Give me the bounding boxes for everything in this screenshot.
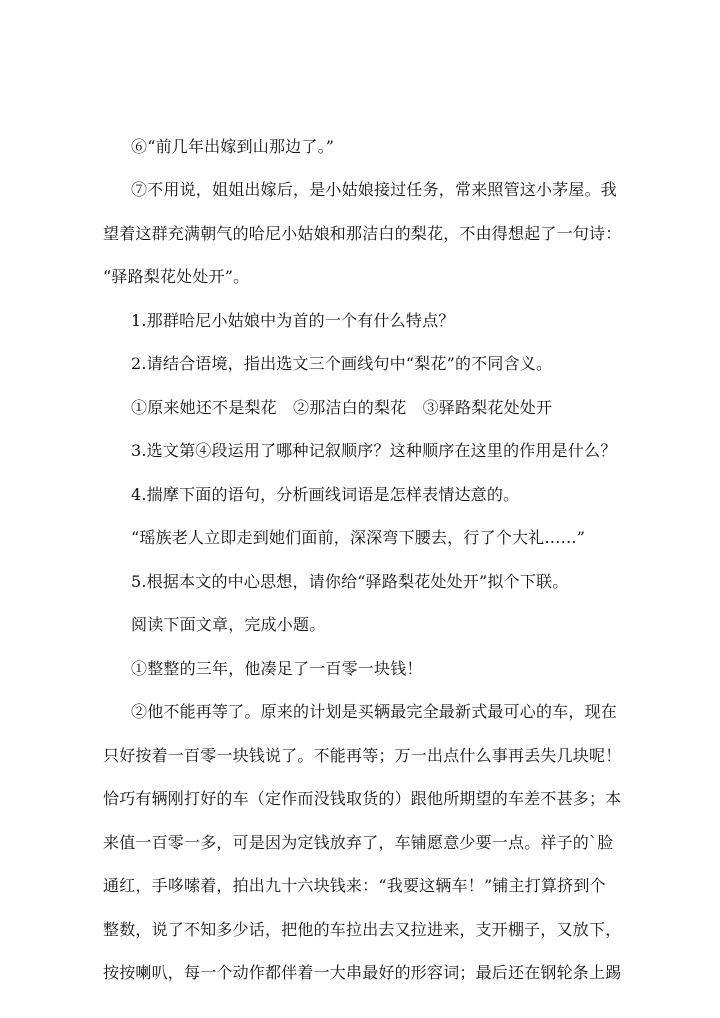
question-3: 3.选文第④段运用了哪种记叙顺序？这种顺序在这里的作用是什么？ — [131, 441, 617, 460]
paragraph-7-line-2: 望着这群充满朝气的哈尼小姑娘和那洁白的梨花，不由得想起了一句诗： — [103, 224, 622, 243]
passage-2-paragraph-2-line-2: 只好按着一百零一块钱说了。不能再等；万一出点什么事再丢失几块呢！ — [103, 746, 622, 765]
paragraph-7-line-3: “驿路梨花处处开”。 — [103, 267, 250, 286]
paragraph-6-line-1: ⑥“前几年出嫁到山那边了。” — [131, 137, 335, 156]
question-2: 2.请结合语境，指出选文三个画线句中“梨花”的不同含义。 — [131, 354, 553, 373]
reading-instruction: 阅读下面文章，完成小题。 — [131, 615, 326, 634]
question-1: 1.那群哈尼小姑娘中为首的一个有什么特点？ — [131, 311, 455, 330]
question-2-options: ①原来她还不是梨花 ②那洁白的梨花 ③驿路梨花处处开 — [131, 398, 553, 417]
passage-2-paragraph-2-line-3: 恰巧有辆刚打好的车（定作而没钱取货的）跟他所期望的车差不甚多；本 — [103, 789, 622, 808]
question-5: 5.根据本文的中心思想，请你给“驿路梨花处处开”拟个下联。 — [131, 572, 569, 591]
question-4: 4.揣摩下面的语句，分析画线词语是怎样表情达意的。 — [131, 485, 520, 504]
passage-2-paragraph-2-line-4: 来值一百零一多，可是因为定钱放弃了，车铺愿意少要一点。祥子的`脸 — [103, 833, 614, 852]
passage-2-paragraph-1: ①整整的三年，他凑足了一百零一块钱！ — [131, 659, 423, 678]
question-4-quote: “瑶族老人立即走到她们面前，深深弯下腰去，行了个大礼……” — [131, 528, 586, 547]
passage-2-paragraph-2-line-6: 整数，说了不知多少话，把他的车拉出去又拉进来，支开棚子，又放下， — [103, 920, 622, 939]
paragraph-7-line-1: ⑦不用说，姐姐出嫁后，是小姑娘接过任务，常来照管这小茅屋。我 — [131, 180, 618, 199]
passage-2-paragraph-2-line-5: 通红，手哆嗦着，拍出九十六块钱来：“我要这辆车！”铺主打算挤到个 — [103, 876, 606, 895]
passage-2-paragraph-2-line-1: ②他不能再等了。原来的计划是买辆最完全最新式最可心的车，现在 — [131, 702, 618, 721]
passage-2-paragraph-2-line-7: 按按喇叭，每一个动作都伴着一大串最好的形容词；最后还在钢轮条上踢 — [103, 963, 622, 982]
